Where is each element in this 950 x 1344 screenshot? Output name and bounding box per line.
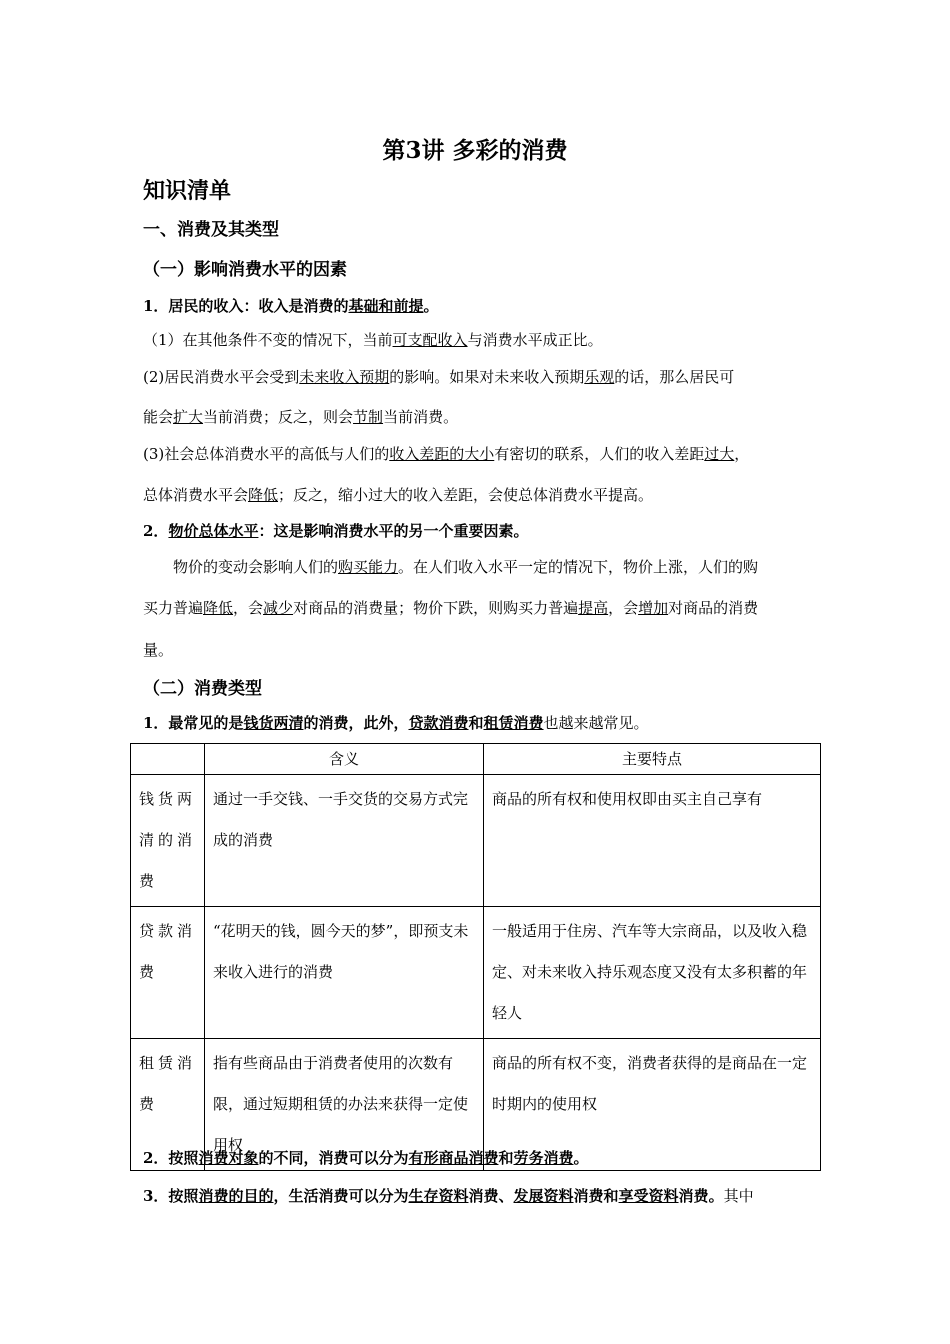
table-cell-type: 钱货两清的消费 xyxy=(131,775,205,907)
table-header-cell: 主要特点 xyxy=(484,744,821,775)
sub2-heading: （二）消费类型 xyxy=(143,679,262,699)
type3-line: 3．按照消费的目的，生活消费可以分为生存资料消费、发展资料消费和享受资料消费。其中 xyxy=(143,1187,754,1205)
table-cell-feature: 商品的所有权不变，消费者获得的是商品在一定时期内的使用权 xyxy=(484,1039,821,1171)
table-cell-feature: 商品的所有权和使用权即由买主自己享有 xyxy=(484,775,821,907)
item1-3-line-a: (3)社会总体消费水平的高低与人们的收入差距的大小有密切的联系，人们的收入差距过大， xyxy=(143,445,750,463)
page-title: 第3讲 多彩的消费 xyxy=(382,137,568,164)
item1-2-line-b: 能会扩大当前消费；反之，则会节制当前消费。 xyxy=(143,408,459,426)
table-cell-meaning: “花明天的钱，圆今天的梦”，即预支未来收入进行的消费 xyxy=(205,907,484,1039)
table-row xyxy=(131,907,821,1039)
table-cell-meaning: 指有些商品由于消费者使用的次数有限，通过短期租赁的办法来获得一定使用权 xyxy=(205,1039,484,1171)
consumption-types-table xyxy=(130,743,821,1171)
item1-3-line-b: 总体消费水平会降低；反之，缩小过大的收入差距，会使总体消费水平提高。 xyxy=(143,486,654,504)
item1-1-line: （1）在其他条件不变的情况下，当前可支配收入与消费水平成正比。 xyxy=(143,331,603,349)
table-cell-meaning: 通过一手交钱、一手交货的交易方式完成的消费 xyxy=(205,775,484,907)
item1-2-line-a: (2)居民消费水平会受到未来收入预期的影响。如果对未来收入预期乐观的话，那么居民可 xyxy=(143,368,735,386)
item2-para-c: 量。 xyxy=(143,641,174,659)
table-cell-type: 租赁消费 xyxy=(131,1039,205,1171)
type2-line: 2．按照消费对象的不同，消费可以分为有形商品消费和劳务消费。 xyxy=(143,1149,589,1167)
table-cell-type: 贷款消费 xyxy=(131,907,205,1039)
type1-line: 1．最常见的是钱货两清的消费，此外，贷款消费和租赁消费也越来越常见。 xyxy=(143,714,649,732)
table-header-row xyxy=(131,744,821,775)
item2-para-b: 买力普遍降低，会减少对商品的消费量；物价下跌，则购买力普遍提高，会增加对商品的消费 xyxy=(143,599,759,617)
table-header-cell: 含义 xyxy=(205,744,484,775)
part1-heading: 一、消费及其类型 xyxy=(143,220,279,240)
table-header-cell xyxy=(131,744,205,775)
section-heading: 知识清单 xyxy=(143,178,232,204)
table-cell-feature: 一般适用于住房、汽车等大宗商品，以及收入稳定、对未来收入持乐观态度又没有太多积蓄的年轻人 xyxy=(484,907,821,1039)
table-row xyxy=(131,775,821,907)
item2-line: 2．物价总体水平：这是影响消费水平的另一个重要因素。 xyxy=(143,522,529,540)
item1-line: 1．居民的收入：收入是消费的基础和前提。 xyxy=(143,297,439,315)
item2-para-a: 物价的变动会影响人们的购买能力。在人们收入水平一定的情况下，物价上涨，人们的购 xyxy=(173,558,759,576)
sub1-heading: （一）影响消费水平的因素 xyxy=(143,260,347,280)
